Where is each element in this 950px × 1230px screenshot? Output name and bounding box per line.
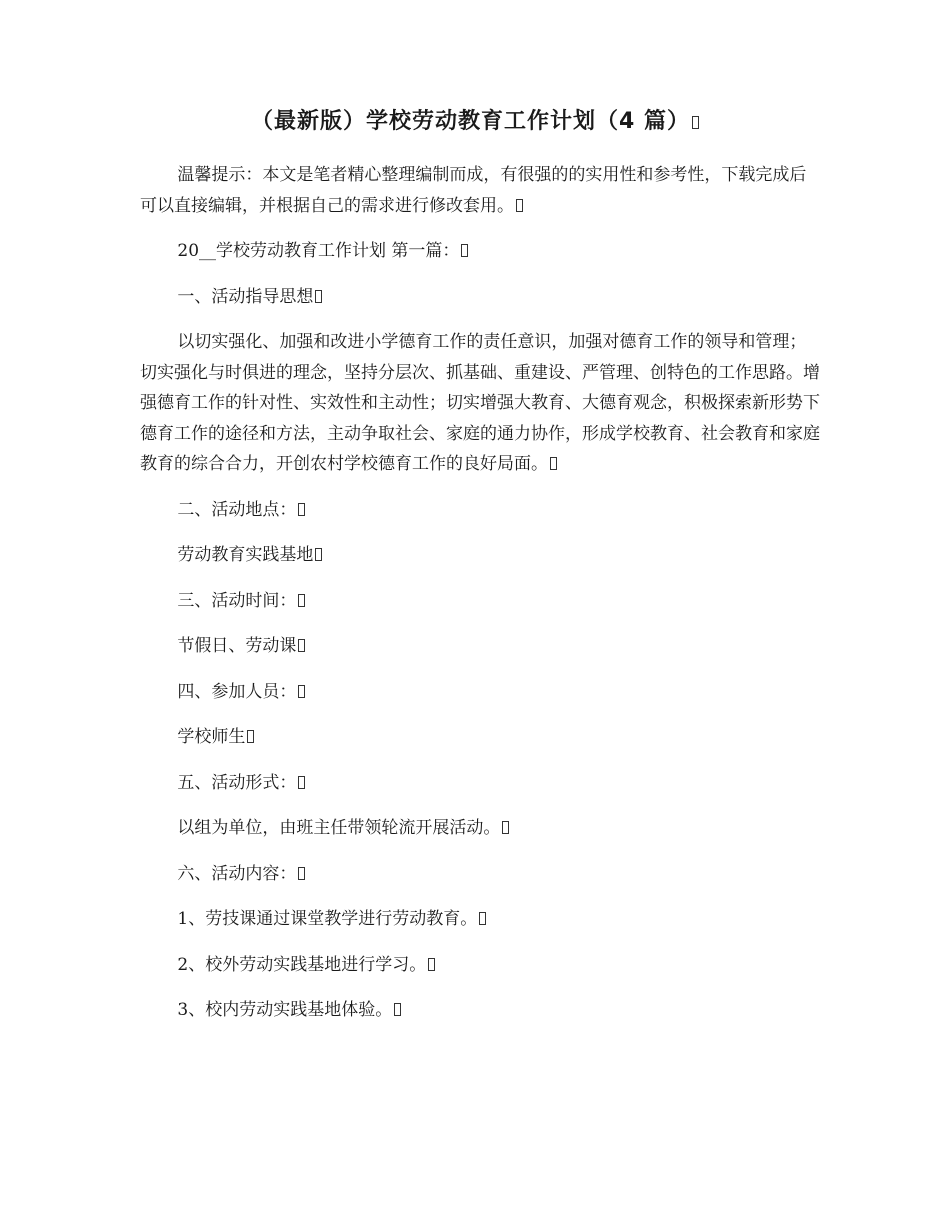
paragraph-text: 五、活动形式： bbox=[177, 772, 297, 793]
paragraph-text: 二、活动地点： bbox=[177, 499, 297, 520]
paragraph-mark-icon bbox=[550, 457, 557, 470]
document-title-text: （最新版）学校劳动教育工作计划（4 篇） bbox=[251, 109, 690, 134]
paragraph-mark-icon bbox=[298, 639, 305, 652]
paragraph-mark-icon bbox=[315, 290, 322, 303]
paragraph-text: 三、活动时间： bbox=[177, 590, 297, 611]
paragraph-text: 节假日、劳动课 bbox=[177, 636, 297, 656]
paragraph-time bbox=[140, 631, 820, 662]
paragraph-mark-icon bbox=[461, 244, 468, 257]
list-item bbox=[140, 995, 820, 1026]
paragraph-tip bbox=[140, 160, 820, 221]
paragraph-text: 以切实强化、加强和改进小学德育工作的责任意识，加强对德育工作的领导和管理；切实强化与时俱进的理念，坚持分层次、抓基础、重建设、严管理、创特色的工作思路。增强德育工作的针对性、实效性和主动性；切实增强大教育、大德育观念，积极探索新形势下德育工作的途径和方法，主动争取社会、家庭的通力协作，形成学校教育、社会教育和家庭教育的综合合力，开创农村学校德育工作的良好局面。 bbox=[140, 332, 820, 474]
paragraph-mark-icon bbox=[516, 199, 523, 212]
paragraph-text: 六、活动内容： bbox=[177, 863, 297, 884]
paragraph-text: 温馨提示：本文是笔者精心整理编制而成，有很强的的实用性和参考性，下载完成后可以直接编辑，并根据自己的需求进行修改套用。 bbox=[140, 165, 807, 216]
section-heading-3 bbox=[140, 586, 820, 617]
paragraph-mark-icon bbox=[692, 116, 699, 129]
paragraph-mark-icon bbox=[298, 503, 305, 516]
paragraph-text: 四、参加人员： bbox=[177, 681, 297, 702]
section-heading-4 bbox=[140, 677, 820, 708]
paragraph-text: 3、校内劳动实践基地体验。 bbox=[177, 1000, 393, 1020]
paragraph-participants bbox=[140, 722, 820, 753]
paragraph-chapter-heading bbox=[140, 236, 820, 267]
paragraph-mark-icon bbox=[298, 685, 305, 698]
list-item bbox=[140, 950, 820, 981]
document-body bbox=[140, 160, 820, 1041]
paragraph-form bbox=[140, 813, 820, 844]
paragraph-mark-icon bbox=[428, 958, 435, 971]
paragraph-text: 劳动教育实践基地 bbox=[177, 545, 314, 565]
section-heading-2 bbox=[140, 495, 820, 526]
paragraph-mark-icon bbox=[298, 776, 305, 789]
section-heading-1 bbox=[140, 282, 820, 313]
paragraph-mark-icon bbox=[315, 548, 322, 561]
document-title bbox=[0, 104, 950, 135]
paragraph-location bbox=[140, 540, 820, 571]
section-heading-5 bbox=[140, 768, 820, 799]
paragraph-mark-icon bbox=[298, 867, 305, 880]
paragraph-guiding-idea bbox=[140, 327, 820, 480]
paragraph-text: 2、校外劳动实践基地进行学习。 bbox=[177, 954, 427, 975]
paragraph-mark-icon bbox=[394, 1003, 401, 1016]
paragraph-mark-icon bbox=[479, 912, 486, 925]
list-item bbox=[140, 904, 820, 935]
paragraph-mark-icon bbox=[298, 594, 305, 607]
paragraph-mark-icon bbox=[502, 821, 509, 834]
paragraph-text: 学校师生 bbox=[177, 727, 246, 747]
paragraph-mark-icon bbox=[247, 730, 254, 743]
paragraph-text: 20__学校劳动教育工作计划 第一篇： bbox=[177, 241, 460, 261]
paragraph-text: 以组为单位，由班主任带领轮流开展活动。 bbox=[177, 818, 501, 838]
paragraph-text: 一、活动指导思想 bbox=[177, 286, 314, 307]
section-heading-6 bbox=[140, 859, 820, 890]
paragraph-text: 1、劳技课通过课堂教学进行劳动教育。 bbox=[177, 909, 478, 929]
